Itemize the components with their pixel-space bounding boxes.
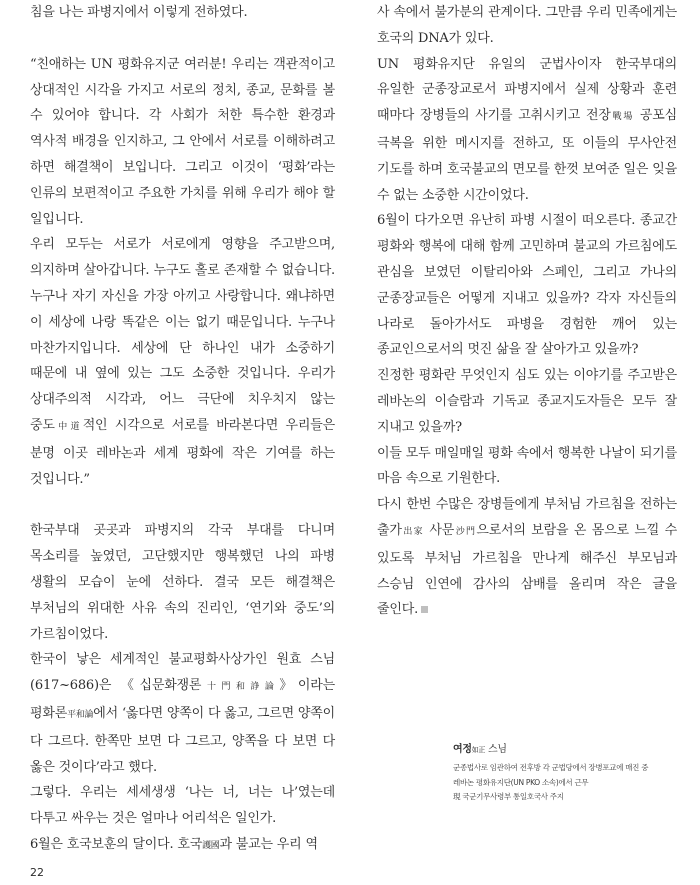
page-number: 22 [30, 866, 44, 879]
paragraph: 6월은 호국보훈의 달이다. 호국護國과 불교는 우리 역 [30, 836, 318, 852]
paragraph: 사 속에서 불가분의 관계이다. 그만큼 우리 민족에게는 호국의 DNA가 있다. [377, 5, 677, 46]
right-column [377, 0, 677, 623]
paragraph: 그렇다. 우리는 세세생생 ‘나는 너, 너는 나’였는데 다투고 싸우는 것은 얼마나 어리석은 일인가. [30, 785, 335, 827]
paragraph: 진정한 평화란 무엇인지 심도 있는 이야기를 주고받은 레바논의 이슬람과 기독교 종교지도자들은 모두 잘 지내고 있을까? [377, 368, 677, 435]
quote-paragraph: 우리 모두는 서로가 서로에게 영향을 주고받으며, 의지하며 살아갑니다. 누구도 홀로 존재할 수 없습니다. 누구나 자기 자신을 가장 아끼고 사랑합니다. 왜냐하면 이 세상에 나랑 똑같은 이는 없기 때문입니다. 누구나 마찬가지입니다. 세상에 단 하나인 내가 소중하기 때문에 내 옆에 있는 그도 소중한 것입니다. 우리가 상대주의적 시각과, 어느 극단에 치우치지 않는 중도中道적인 시각으로 서로를 바라본다면 우리들은 분명 이곳 레바논과 세계 평화에 작은 기여를 하는 것입니다.” [30, 237, 335, 487]
author-bio [453, 740, 693, 805]
bio-line: 現 국군기무사령부 통일호국사 주지 [453, 792, 564, 801]
paragraph: 한국이 낳은 세계적인 불교평화사상가인 원효 스님(617~686)은 《십문화쟁론十門和諍論》이라는 평화론平和論에서 ‘옳다면 양쪽이 다 옳고, 그르면 양쪽이 다 그르다. 한쪽만 보면 다 그르고, 양쪽을 다 보면 다 옳은 것이다’라고 했다. [30, 652, 336, 775]
left-column [30, 0, 335, 860]
paragraph: 한국부대 곳곳과 파병지의 각국 부대를 다니며 목소리를 높였던, 고단했지만 행복했던 나의 파병 생활의 모습이 눈에 선하다. 결국 모든 해결책은 부처님의 위대한 사유 속의 진리인, ‘연기와 중도’의 가르침이었다. [30, 523, 335, 642]
bio-line: 군종법사로 임관하여 전후방 각 군법당에서 장병포교에 매진 중 [453, 763, 649, 772]
paragraph: 이들 모두 매일매일 평화 속에서 행복한 나날이 되기를 마음 속으로 기원한다. [377, 445, 677, 487]
end-mark-icon [421, 606, 428, 613]
paragraph: 6월이 다가오면 유난히 파병 시절이 떠오른다. 종교간 평화와 행복에 대해 함께 고민하며 불교의 가르침에도 관심을 보였던 이탈리아와 스페인, 그리고 가나의 군종장교들은 어떻게 지내고 있을까? 각자 자신들의 나라로 돌아가서도 파병을 경험한 깨어 있는 종교인으로서의 멋진 삶을 잘 살아가고 있을까? [377, 213, 677, 358]
paragraph: 다시 한번 수많은 장병들에게 부처님 가르침을 전하는 출가出家 사문沙門으로서의 보람을 온 몸으로 느낄 수 있도록 부처님 가르침을 만나게 해주신 부모님과 스승님 인연에 감사의 삼배를 올리며 작은 글을 줄인다. [377, 497, 677, 618]
paragraph: 침을 나는 파병지에서 이렇게 전하였다. [30, 5, 248, 20]
author-name: 여정如正 스님 [453, 744, 507, 755]
paragraph: UN 평화유지단 유일의 군법사이자 한국부대의 유일한 군종장교로서 파병지에서 실제 상황과 훈련 때마다 장병들의 사기를 고취시키고 전장戰場 공포심 극복을 위한 메시지를 전하고, 또 이들의 무사안전 기도를 하며 호국불교의 면모를 한껏 보여준 일은 잊을 수 없는 소중한 시간이었다. [377, 56, 677, 203]
bio-line: 레바논 평화유지단(UN PKO 소속)에서 근무 [453, 777, 589, 787]
quote-paragraph: “친애하는 UN 평화유지군 여러분! 우리는 객관적이고 상대적인 시각을 가지고 서로의 정치, 종교, 문화를 볼 수 있어야 합니다. 각 사회가 처한 특수한 환경과 역사적 배경을 인지하고, 그 안에서 서로를 이해하려고 하면 해결책이 보입니다. 그리고 이것이 ‘평화’라는 인류의 보편적이고 주요한 가치를 위해 우리가 해야 할 일입니다. [30, 56, 335, 227]
